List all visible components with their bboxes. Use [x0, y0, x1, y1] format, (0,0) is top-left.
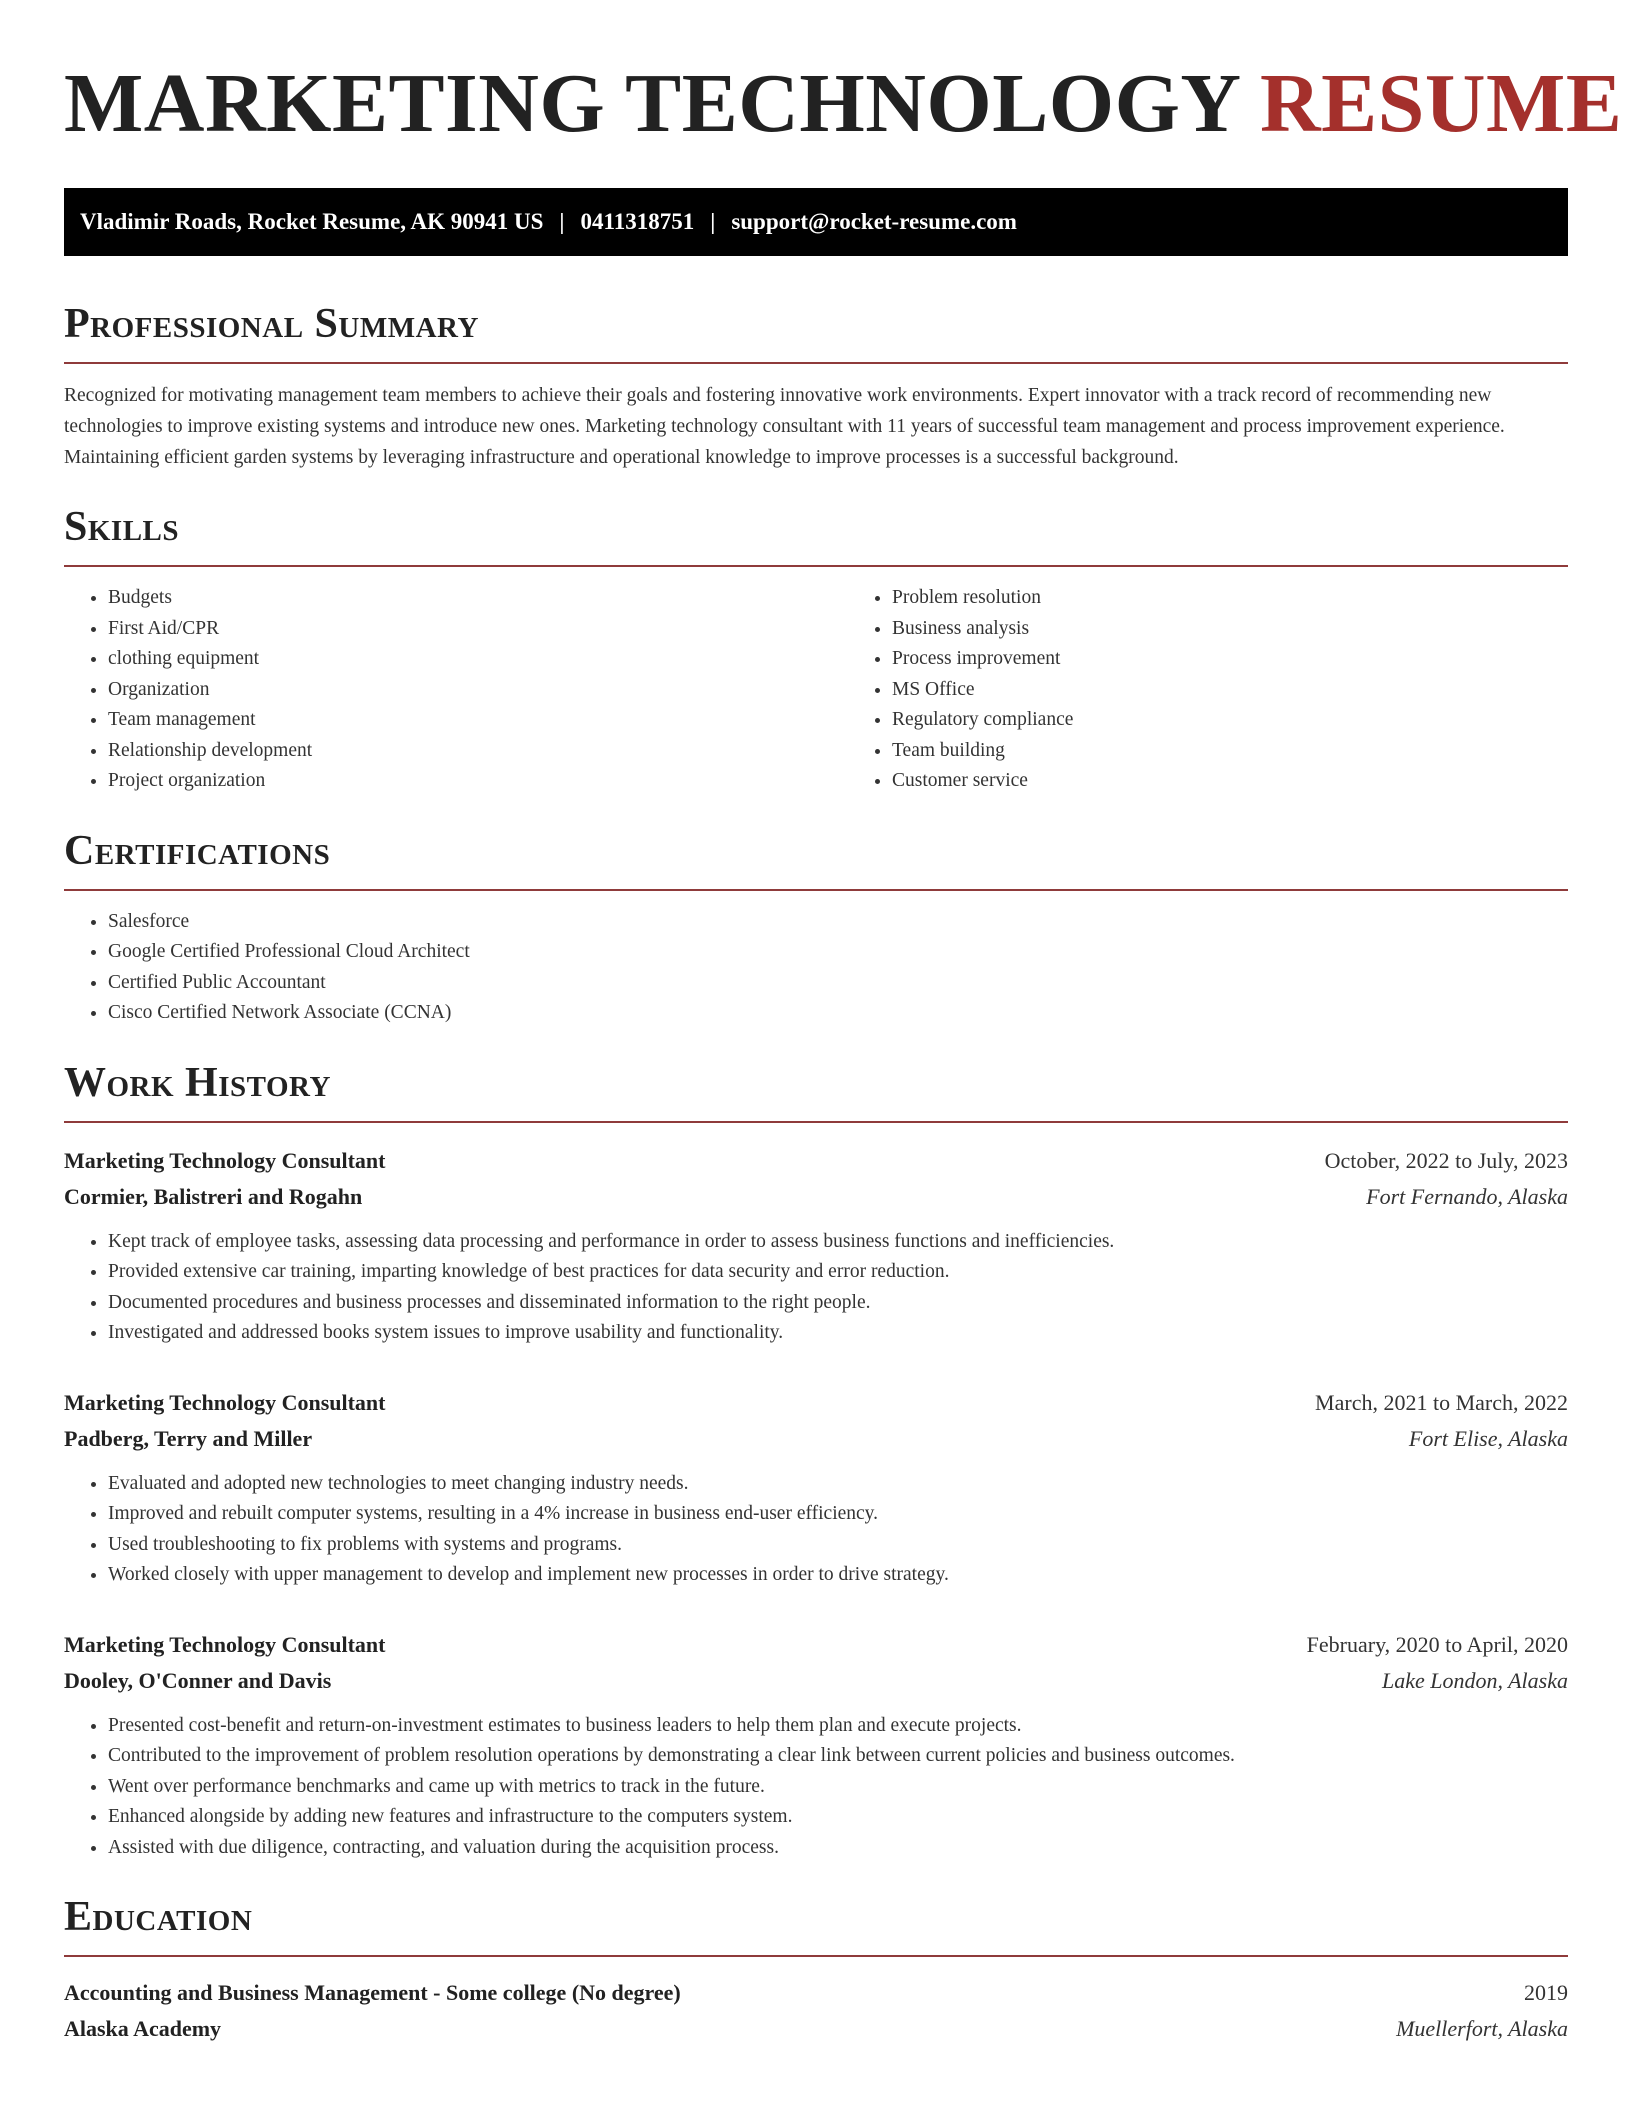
- skill-item: • First Aid/CPR: [108, 614, 848, 645]
- job-title-row: [64, 1143, 1568, 1179]
- education-degree-row: [64, 1975, 1568, 2011]
- skill-item: • Customer service: [892, 766, 1568, 797]
- education-year: 2019: [1524, 1980, 1568, 2005]
- skills-list-right: [848, 583, 1568, 797]
- job-bullet: • Contributed to the improvement of problem resolution operations by demonstrating a clear link between current policies and business outcomes.: [108, 1741, 1568, 1772]
- summary-heading: Professional Summary: [64, 300, 1568, 364]
- job-bullet: • Went over performance benchmarks and came up with metrics to track in the future.: [108, 1772, 1568, 1803]
- title-main: MARKETING TECHNOLOGY: [64, 57, 1239, 150]
- skill-item: • Team management: [108, 705, 848, 736]
- skill-item: • clothing equipment: [108, 644, 848, 675]
- job-title-row: [64, 1385, 1568, 1421]
- skill-item: • Regulatory compliance: [892, 705, 1568, 736]
- job-company: Cormier, Balistreri and Rogahn: [64, 1183, 363, 1209]
- job-company-row: [64, 1421, 1568, 1457]
- job-company: Padberg, Terry and Miller: [64, 1425, 313, 1451]
- job-bullet: • Kept track of employee tasks, assessing data processing and performance in order to assess business functions and inefficiencies.: [108, 1227, 1568, 1258]
- skills-list-left: [64, 583, 848, 797]
- education-school-row: [64, 2011, 1568, 2047]
- skill-item: • MS Office: [892, 675, 1568, 706]
- job-bullet: • Enhanced alongside by adding new features and infrastructure to the computers system.: [108, 1802, 1568, 1833]
- job-bullet: • Worked closely with upper management to develop and implement new processes in order to drive strategy.: [108, 1560, 1568, 1591]
- education-location: Muellerfort, Alaska: [1396, 2016, 1568, 2041]
- job-location: Fort Fernando, Alaska: [1366, 1183, 1568, 1209]
- certification-item: • Salesforce: [108, 907, 1568, 938]
- job-bullets: [64, 1469, 1568, 1591]
- skill-item: • Project organization: [108, 766, 848, 797]
- job-entry: [64, 1143, 1568, 1349]
- job-bullet: • Evaluated and adopted new technologies to meet changing industry needs.: [108, 1469, 1568, 1500]
- skills-heading: Skills: [64, 503, 1568, 567]
- job-title: Marketing Technology Consultant: [64, 1631, 386, 1657]
- skill-item: • Organization: [108, 675, 848, 706]
- skill-item: • Business analysis: [892, 614, 1568, 645]
- skill-item: • Relationship development: [108, 736, 848, 767]
- education-heading: Education: [64, 1893, 1568, 1957]
- certification-item: • Google Certified Professional Cloud Architect: [108, 937, 1568, 968]
- contact-email: support@rocket-resume.com: [731, 209, 1017, 234]
- job-dates: February, 2020 to April, 2020: [1306, 1631, 1568, 1657]
- title-accent: RESUME: [1259, 57, 1623, 150]
- contact-separator: |: [559, 209, 565, 234]
- skills-grid: [64, 567, 1568, 797]
- resume-title: [64, 56, 1623, 152]
- certifications-heading: Certifications: [64, 827, 1568, 891]
- certifications-list: [64, 907, 1568, 1029]
- job-bullet: • Documented procedures and business processes and disseminated information to the right people.: [108, 1288, 1568, 1319]
- contact-bar: [64, 188, 1568, 256]
- job-bullets: [64, 1711, 1568, 1864]
- job-bullet: • Assisted with due diligence, contracting, and valuation during the acquisition process.: [108, 1833, 1568, 1864]
- job-entry: [64, 1385, 1568, 1591]
- job-title: Marketing Technology Consultant: [64, 1147, 386, 1173]
- job-location: Fort Elise, Alaska: [1408, 1425, 1568, 1451]
- job-title-row: [64, 1627, 1568, 1663]
- skill-item: • Team building: [892, 736, 1568, 767]
- job-bullet: • Presented cost-benefit and return-on-investment estimates to business leaders to help them plan and execute projects.: [108, 1711, 1568, 1742]
- job-title: Marketing Technology Consultant: [64, 1389, 386, 1415]
- job-bullet: • Investigated and addressed books system issues to improve usability and functionality.: [108, 1318, 1568, 1349]
- education-school: Alaska Academy: [64, 2016, 222, 2041]
- summary-text: Recognized for motivating management team members to achieve their goals and fostering innovative work environments. Expert innovator with a track record of recommending new technologies to improve existing systems and introduce new ones. Marketing technology consultant with 11 years of successful team management and process improvement experience. Maintaining efficient garden systems by leveraging infrastructure and operational knowledge to improve processes is a successful background.: [64, 385, 1505, 468]
- skill-item: • Budgets: [108, 583, 848, 614]
- job-dates: March, 2021 to March, 2022: [1315, 1389, 1568, 1415]
- job-company-row: [64, 1179, 1568, 1215]
- job-location: Lake London, Alaska: [1382, 1667, 1568, 1693]
- education-degree: Accounting and Business Management - Some college (No degree): [64, 1980, 681, 2005]
- job-dates: October, 2022 to July, 2023: [1324, 1147, 1568, 1173]
- job-company-row: [64, 1663, 1568, 1699]
- job-company: Dooley, O'Conner and Davis: [64, 1667, 332, 1693]
- contact-phone: 0411318751: [580, 209, 695, 234]
- job-bullet: • Provided extensive car training, imparting knowledge of best practices for data security and error reduction.: [108, 1257, 1568, 1288]
- job-bullet: • Used troubleshooting to fix problems with systems and programs.: [108, 1530, 1568, 1561]
- skill-item: • Problem resolution: [892, 583, 1568, 614]
- job-entry: [64, 1627, 1568, 1864]
- job-bullets: [64, 1227, 1568, 1349]
- contact-separator: |: [710, 209, 716, 234]
- contact-address: Vladimir Roads, Rocket Resume, AK 90941 US: [80, 209, 544, 234]
- certification-item: • Certified Public Accountant: [108, 968, 1568, 999]
- job-bullet: • Improved and rebuilt computer systems, resulting in a 4% increase in business end-user efficiency.: [108, 1499, 1568, 1530]
- work-heading: Work History: [64, 1059, 1568, 1123]
- certification-item: • Cisco Certified Network Associate (CCNA): [108, 998, 1568, 1029]
- skill-item: • Process improvement: [892, 644, 1568, 675]
- education-entry: [64, 1975, 1568, 2047]
